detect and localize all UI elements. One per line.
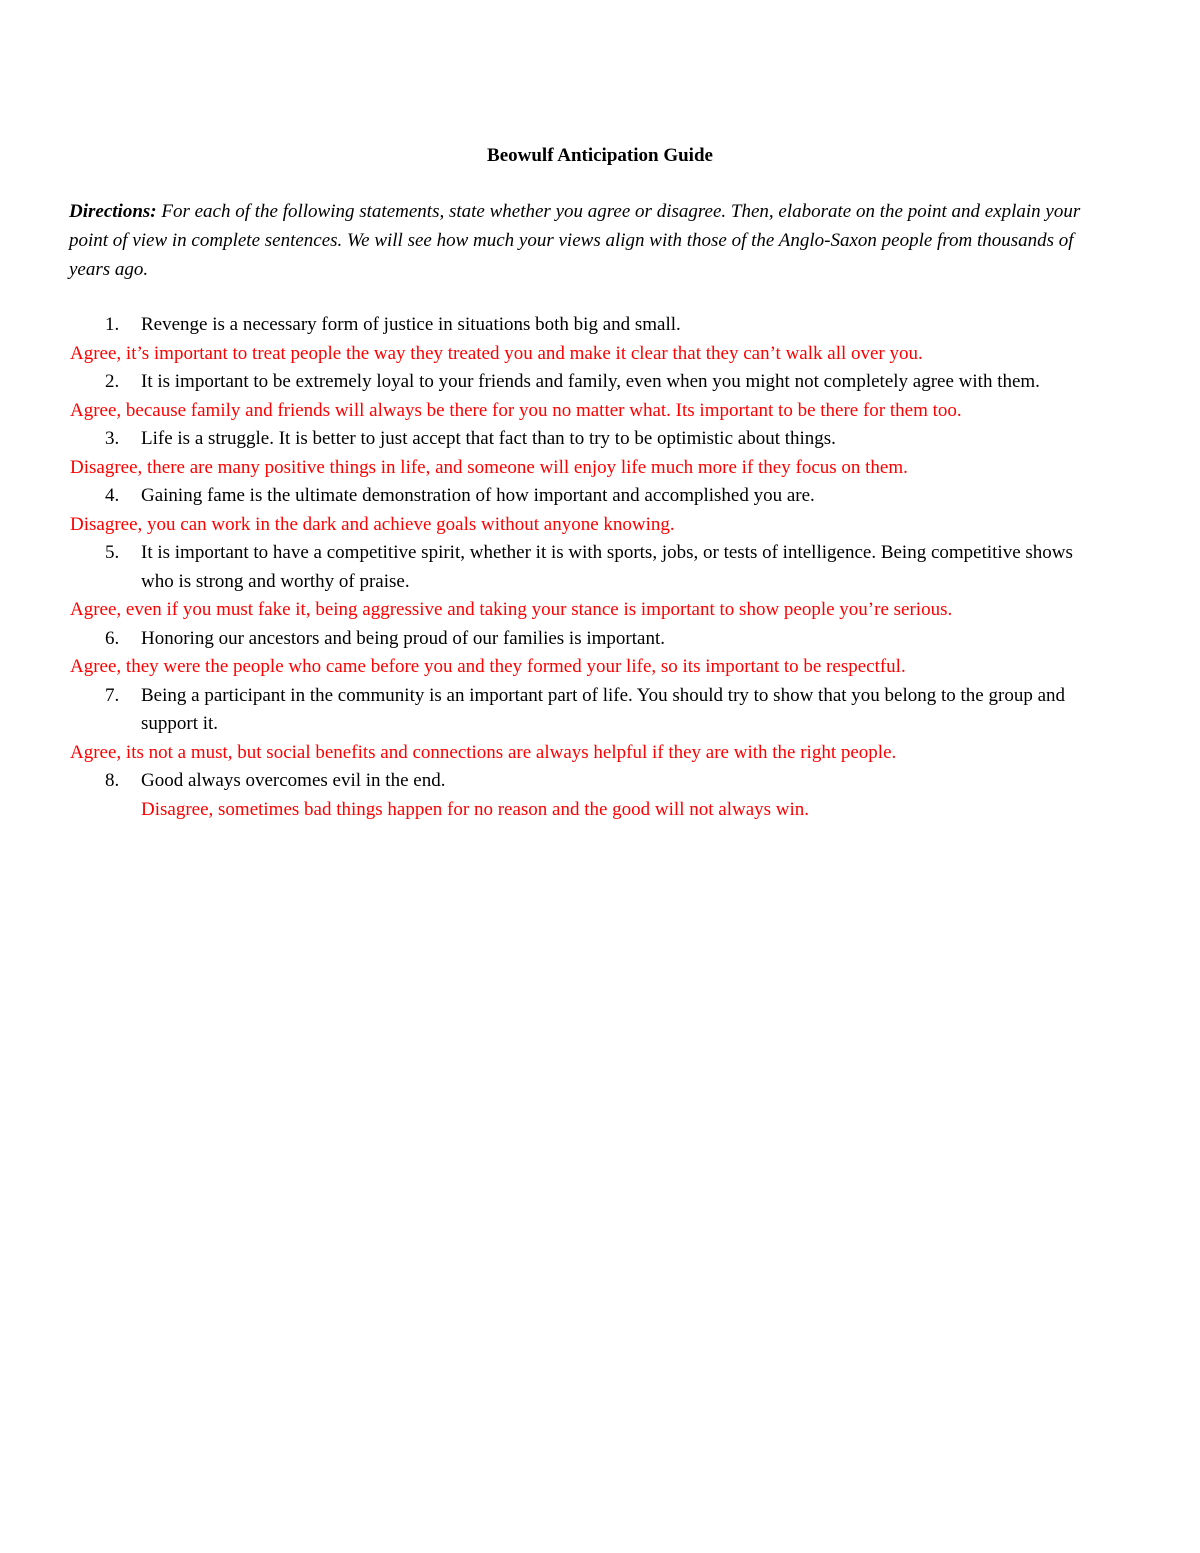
answer-text: Agree, because family and friends will always be there for you no matter what. Its important to be there for them too.	[70, 399, 962, 421]
document-title: Beowulf Anticipation Guide	[487, 145, 713, 166]
statement-number: 8.	[105, 770, 120, 791]
answer-text: Agree, they were the people who came before you and they formed your life, so its important to be respectful.	[70, 656, 906, 677]
answer-text: Agree, it’s important to treat people the way they treated you and make it clear that they can’t walk all over you.	[70, 342, 923, 364]
statement-item	[0, 482, 1200, 511]
statement-number: 7.	[105, 684, 120, 706]
statement-text: Good always overcomes evil in the end.	[141, 770, 446, 791]
answer-text: Agree, even if you must fake it, being aggressive and taking your stance is important to show people you’re serious.	[70, 599, 953, 620]
statement-text: Life is a struggle. It is better to just accept that fact than to try to be optimistic about things.	[141, 428, 836, 449]
statement-text: Gaining fame is the ultimate demonstration of how important and accomplished you are.	[141, 485, 815, 506]
statement-number: 6.	[105, 627, 120, 649]
statement-item	[0, 425, 1200, 454]
statement-text: It is important to have a competitive spirit, whether it is with sports, jobs, or tests of intelligence. Being competitive shows who is strong and worthy of praise.	[141, 542, 1073, 592]
answer-text: Disagree, there are many positive things in life, and someone will enjoy life much more if they focus on them.	[70, 456, 908, 478]
statement-item	[0, 625, 1200, 654]
statement-number: 3.	[105, 428, 120, 449]
answer-text: Disagree, sometimes bad things happen for no reason and the good will not always win.	[141, 798, 810, 820]
answer-text: Disagree, you can work in the dark and achieve goals without anyone knowing.	[70, 513, 675, 535]
statement-text: Honoring our ancestors and being proud of our families is important.	[141, 627, 665, 649]
statement-number: 4.	[105, 485, 120, 506]
statement-item	[0, 539, 1200, 596]
directions-label: Directions:	[69, 201, 157, 222]
directions-text: For each of the following statements, state whether you agree or disagree. Then, elaborate on the point and explain your point of view in complete sentences. We will see how much your views align with those of the Anglo-Saxon people from thousands of years ago.	[69, 201, 1081, 280]
statement-item	[0, 368, 1200, 397]
statement-text: Being a participant in the community is an important part of life. You should try to show that you belong to the group and support it.	[141, 684, 1066, 734]
statement-item	[0, 311, 1200, 340]
statement-number: 1.	[105, 314, 120, 335]
statement-item	[0, 682, 1200, 739]
directions-paragraph	[69, 197, 1119, 284]
statement-item	[0, 767, 1200, 796]
answer-text: Agree, its not a must, but social benefits and connections are always helpful if they are with the right people.	[70, 741, 897, 763]
statement-list	[0, 311, 1200, 824]
statement-number: 5.	[105, 542, 120, 563]
statement-text: Revenge is a necessary form of justice in situations both big and small.	[141, 314, 681, 335]
statement-text: It is important to be extremely loyal to your friends and family, even when you might not completely agree with them.	[141, 371, 1040, 392]
statement-number: 2.	[105, 371, 120, 392]
